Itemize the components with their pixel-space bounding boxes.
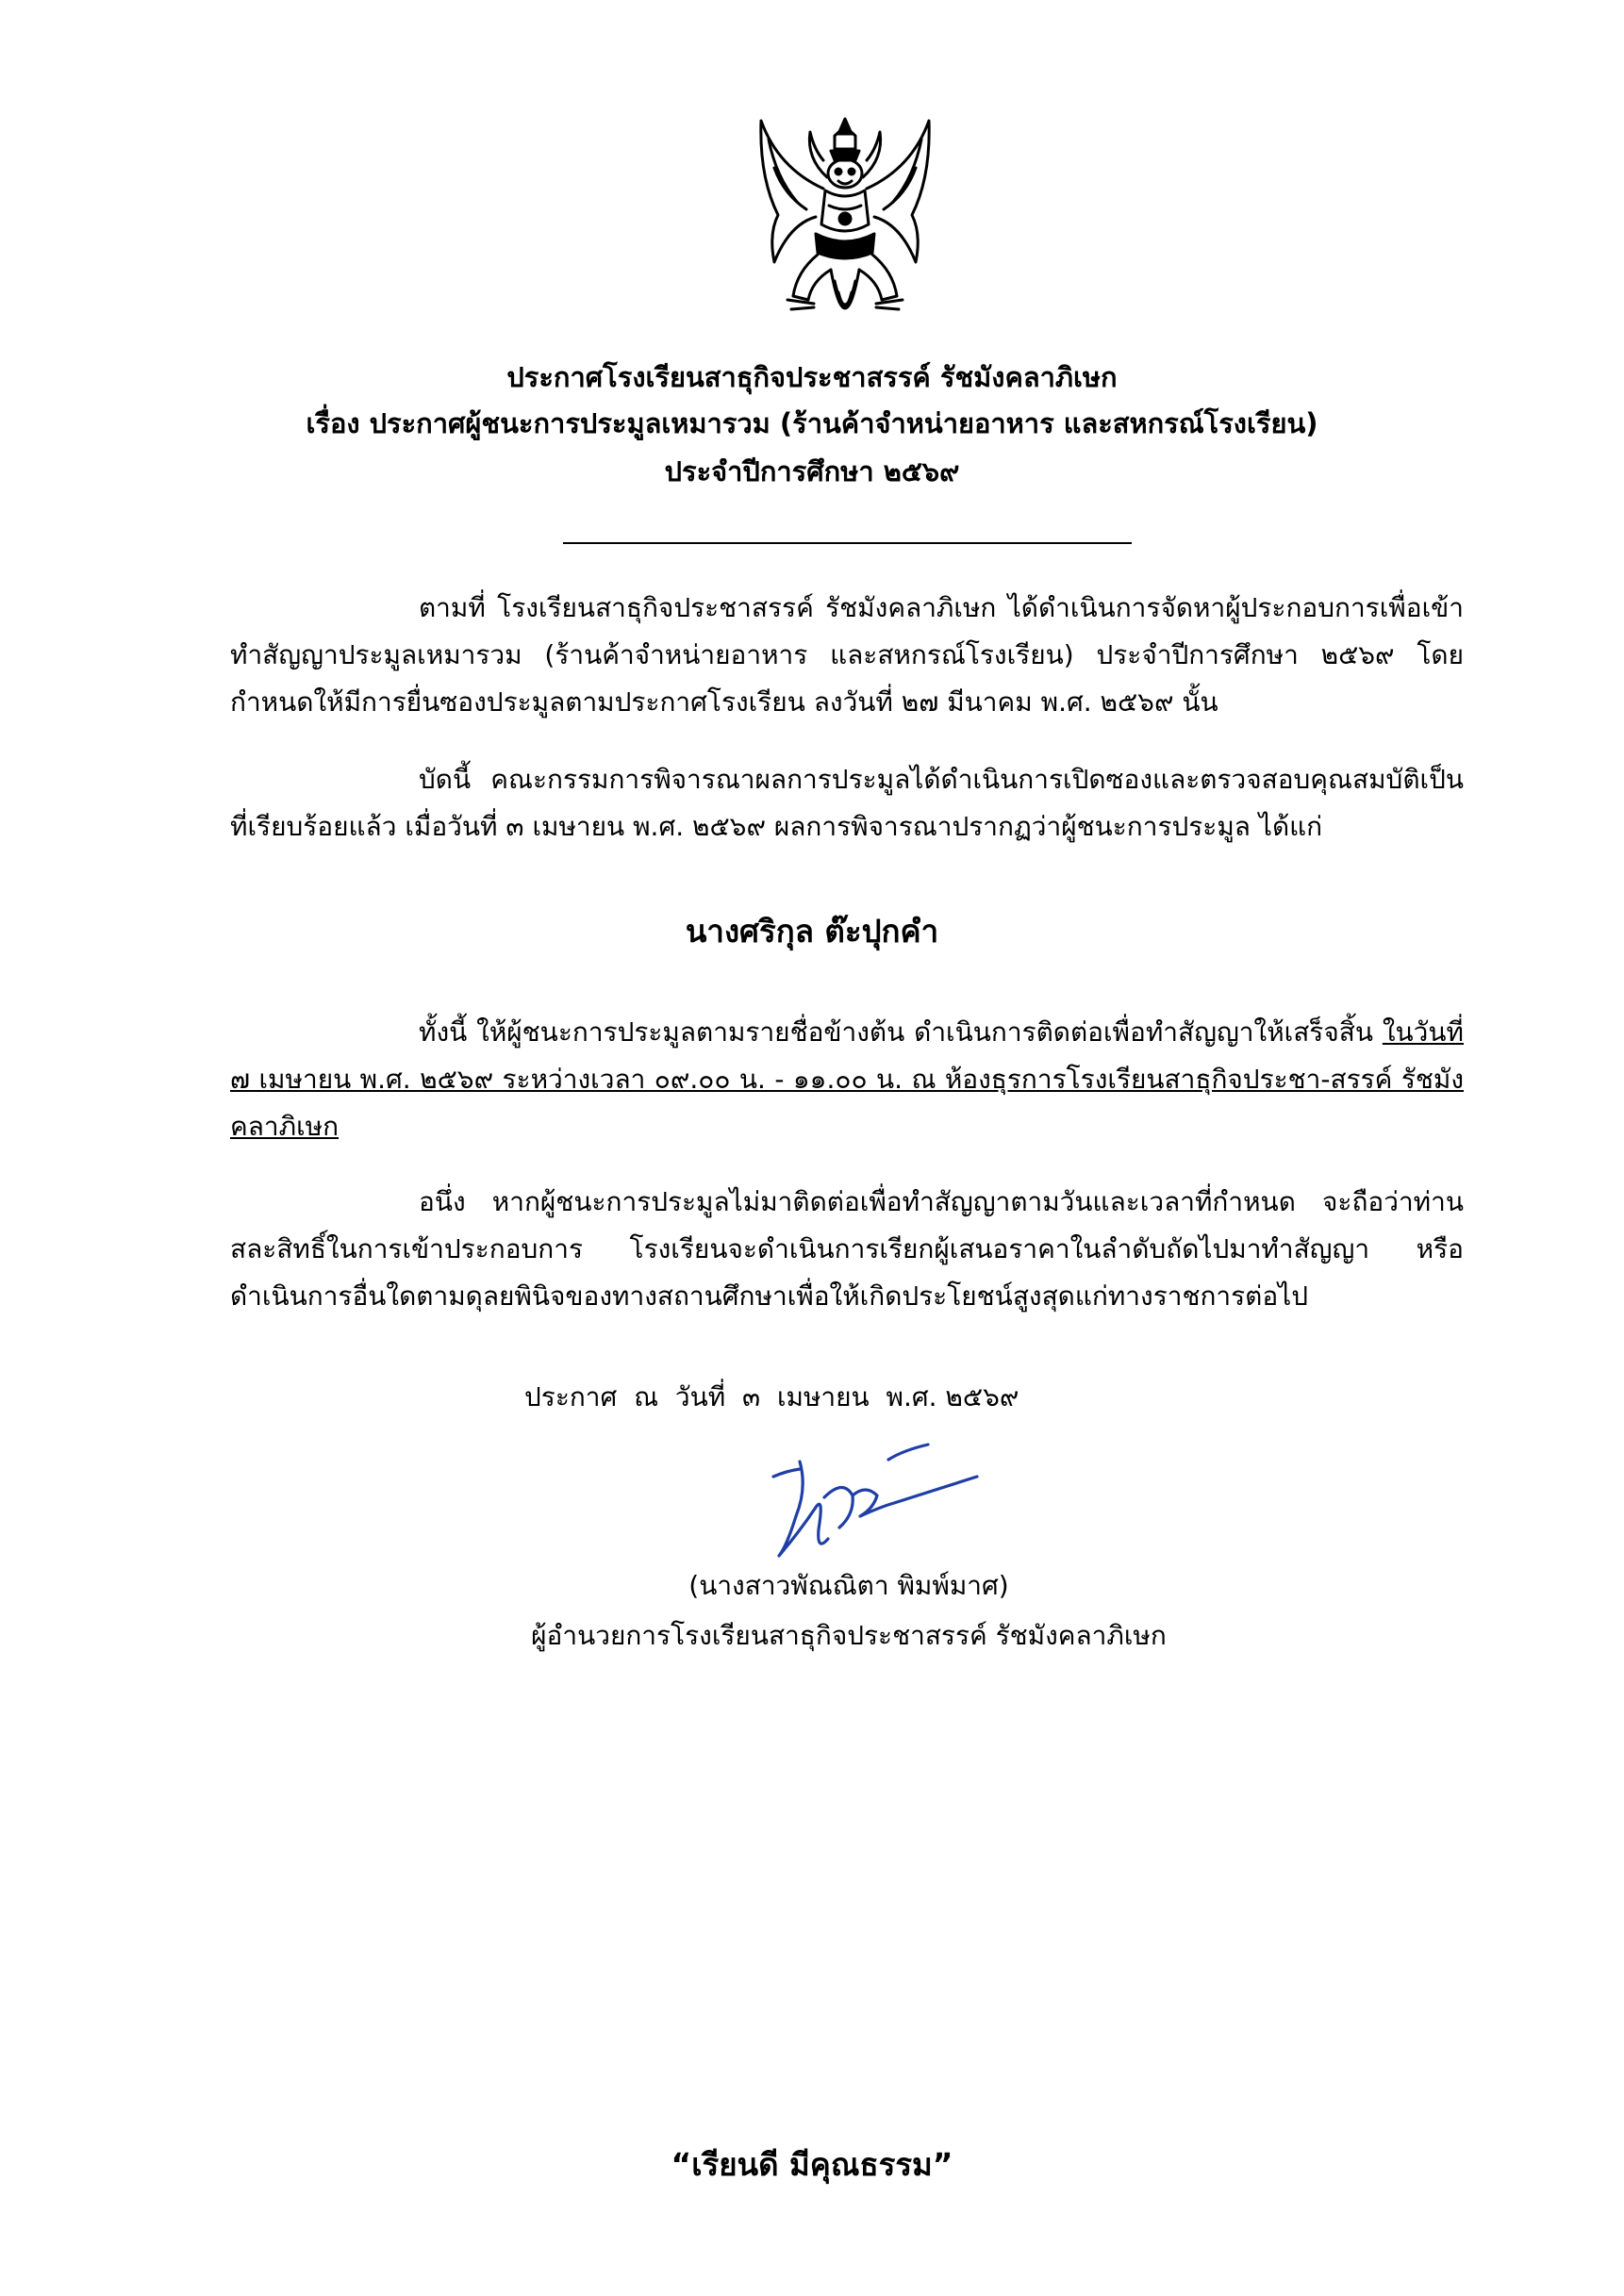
paragraph-contract-deadline: ในวันที่ ๗ เมษายน พ.ศ. ๒๕๖๙ ระหว่างเวลา ๐๙.๐๐ น. - ๑๑.๐๐ น. ณ ห้องธุรการโรงเรียนสาธุกิจประชา-สรรค์ รัชมังคลาภิเษก — [230, 1016, 1464, 1142]
announcement-title: ประกาศโรงเรียนสาธุกิจประชาสรรค์ รัชมังคลาภิเษก — [506, 361, 1118, 393]
signer-position: ผู้อำนวยการโรงเรียนสาธุกิจประชาสรรค์ รัชมังคลาภิเษก — [531, 1620, 1167, 1651]
paragraph-result-text: บัดนี้ คณะกรรมการพิจารณาผลการประมูลได้ดำเนินการเปิดซองและตรวจสอบคุณสมบัติเป็นที่เรียบร้อยแล้ว เมื่อวันที่ ๓ เมษายน พ.ศ. ๒๕๖๙ ผลการพิจารณาปรากฏว่าผู้ชนะการประมูล ได้แก่ — [230, 764, 1464, 842]
announcement-subject: เรื่อง ประกาศผู้ชนะการประมูลเหมารวม (ร้านค้าจำหน่ายอาหาร และสหกรณ์โรงเรียน) — [306, 407, 1318, 439]
paragraph-forfeit-text: อนึ่ง หากผู้ชนะการประมูลไม่มาติดต่อเพื่อทำสัญญาตามวันและเวลาที่กำหนด จะถือว่าท่านสละสิทธิ์ในการเข้าประกอบการ โรงเรียนจะดำเนินการเรียกผู้เสนอราคาในลำดับถัดไปมาทำสัญญา หรือดำเนินการอื่นใดตามดุลยพินิจของทางสถานศึกษาเพื่อให้เกิดประโยชน์สูงสุดแก่ทางราชการต่อไป — [230, 1186, 1464, 1312]
academic-year: ประจำปีการศึกษา ๒๕๖๙ — [664, 455, 960, 487]
school-motto: “เรียนดี มีคุณธรรม” — [671, 2146, 953, 2183]
title-divider — [563, 542, 1132, 544]
paragraph-contract-lead: ทั้งนี้ ให้ผู้ชนะการประมูลตามรายชื่อข้างต้น ดำเนินการติดต่อเพื่อทำสัญญาให้เสร็จสิ้น — [419, 1016, 1383, 1048]
paragraph-background-text: ตามที่ โรงเรียนสาธุกิจประชาสรรค์ รัชมังคลาภิเษก ได้ดำเนินการจัดหาผู้ประกอบการเพื่อเข้าทำสัญญาประมูลเหมารวม (ร้านค้าจำหน่ายอาหาร และสหกรณ์โรงเรียน) ประจำปีการศึกษา ๒๕๖๙ โดยกำหนดให้มีการยื่นซองประมูลตามประกาศโรงเรียน ลงวันที่ ๒๗ มีนาคม พ.ศ. ๒๕๖๙ นั้น — [230, 592, 1464, 718]
paragraph-result — [230, 756, 1464, 851]
winner-name: นางศริกุล ต๊ะปุกคำ — [685, 913, 939, 950]
garuda-emblem-icon — [740, 111, 950, 347]
paragraph-forfeit — [230, 1179, 1464, 1320]
signature-icon — [762, 1441, 998, 1563]
paragraph-contract — [230, 1009, 1464, 1150]
signer-name: (นางสาวพัณณิตา พิมพ์มาศ) — [688, 1570, 1009, 1601]
announcement-date: ประกาศ ณ วันที่ ๓ เมษายน พ.ศ. ๒๕๖๙ — [524, 1381, 1019, 1412]
paragraph-background — [230, 585, 1464, 726]
